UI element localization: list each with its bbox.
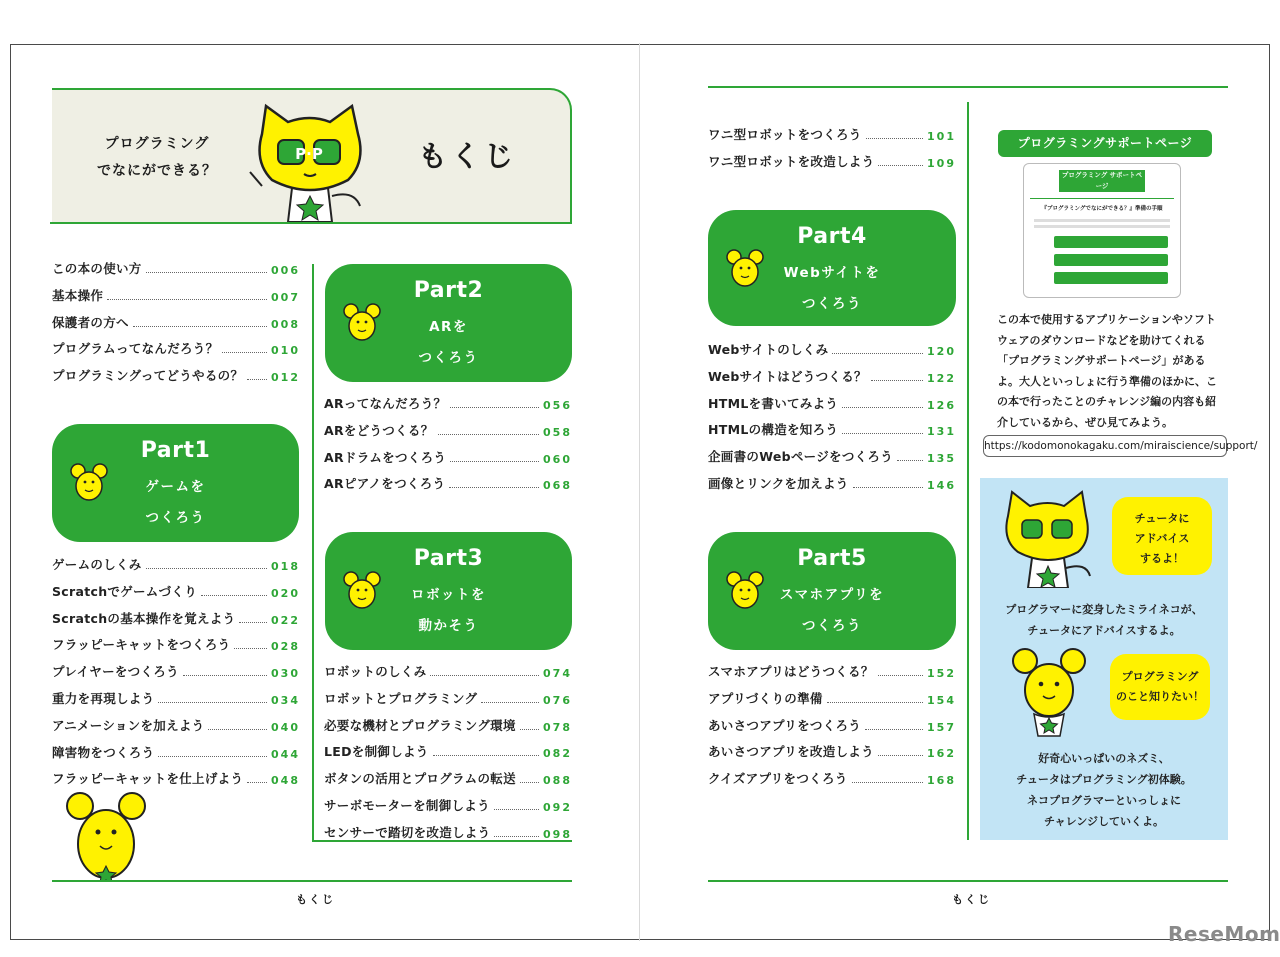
- toc-leader-dots: [866, 138, 923, 139]
- toc-entry-title: 必要な機材とプログラミング環境: [324, 717, 516, 733]
- support-page-tag[interactable]: プログラミングサポートページ: [998, 130, 1212, 157]
- toc-entry-page: 122: [927, 371, 956, 385]
- part-number: Part2: [413, 278, 484, 303]
- toc-entry-title: ARってなんだろう？: [324, 396, 447, 411]
- toc-entry-page: 048: [271, 774, 300, 788]
- toc-entry-title: ゲームのしくみ: [52, 557, 142, 572]
- toc-entry-page: 120: [927, 345, 956, 358]
- part-title-line1: ロボットを: [411, 587, 486, 603]
- toc-entry[interactable]: [324, 823, 572, 841]
- toc-entry[interactable]: [52, 743, 300, 761]
- toc-entry-page: 068: [543, 479, 572, 493]
- toc-leader-dots: [183, 675, 267, 676]
- toc-entry[interactable]: [708, 152, 956, 170]
- toc-entry[interactable]: [324, 716, 572, 734]
- toc-leader-dots: [234, 648, 267, 649]
- toc-leader-dots: [878, 675, 923, 676]
- toc-entry-page: 020: [271, 586, 300, 600]
- cat-speech-bubble: [1112, 497, 1212, 575]
- toc-entry-title: ARピアノをつくろう: [324, 476, 446, 492]
- toc-entry-title: サーボモーターを制御しよう: [324, 798, 490, 813]
- part3-box[interactable]: [325, 532, 572, 650]
- toc-leader-dots: [481, 702, 539, 703]
- part-title-line1: ゲームを: [145, 479, 206, 495]
- toc-leader-dots: [450, 461, 539, 462]
- cat-bubble-line3: するよ！: [1140, 552, 1184, 565]
- mouse-icon: [70, 462, 108, 506]
- toc-entry[interactable]: [324, 769, 572, 787]
- gutter-line: [639, 43, 640, 941]
- part4-box[interactable]: [708, 210, 956, 326]
- toc-entry-page: 034: [271, 694, 300, 707]
- thumb-heading: 『プログラミングでなにができる？』準備の手順: [1041, 206, 1163, 212]
- toc-entry[interactable]: [52, 259, 300, 277]
- toc-entry-title: ワニ型ロボットをつくろう: [708, 127, 862, 142]
- toc-leader-dots: [520, 782, 539, 783]
- toc-entry-title: 画像とリンクを加えよう: [708, 476, 849, 491]
- mouse-icon: [726, 248, 764, 292]
- toc-entry-page: 012: [271, 371, 300, 385]
- part1-box[interactable]: [52, 424, 299, 542]
- toc-entry-title: ボタンの活用とプログラムの転送: [324, 771, 516, 787]
- toc-leader-dots: [449, 487, 539, 488]
- part-title-line2: つくろう: [802, 296, 862, 312]
- cat-bubble-line2: アドバイス: [1134, 532, 1190, 545]
- thumb-title: プログラミング サポートページ: [1059, 170, 1145, 192]
- toc-leader-dots: [450, 407, 539, 408]
- toc-entry-title: HTMLを書いてみよう: [708, 395, 839, 411]
- toc-entry[interactable]: [52, 635, 300, 653]
- toc-entry-page: 146: [927, 479, 956, 492]
- toc-entry-title: プログラムってなんだろう？: [52, 341, 219, 357]
- toc-entry-page: 078: [543, 720, 572, 734]
- toc-leader-dots: [897, 460, 923, 461]
- footer-rule-right: [708, 880, 1228, 882]
- toc-entry[interactable]: [52, 582, 300, 600]
- toc-entry-page: 154: [927, 693, 956, 707]
- toc-leader-dots: [158, 756, 267, 757]
- cat-caption-line1: プログラマーに変身したミライネコが、: [1005, 603, 1203, 616]
- toc-entry[interactable]: [52, 716, 300, 734]
- mouse-caption-line4: チャレンジしていくよ。: [1043, 815, 1165, 828]
- toc-entry[interactable]: [708, 125, 956, 143]
- toc-leader-dots: [878, 165, 923, 166]
- toc-leader-dots: [433, 755, 539, 756]
- toc-leader-dots: [158, 702, 267, 703]
- toc-leader-dots: [146, 272, 267, 273]
- toc-entry[interactable]: [52, 286, 300, 304]
- toc-entry-title: プレイヤーをつくろう: [52, 664, 179, 680]
- mouse-icon: [343, 570, 381, 614]
- toc-entry-page: 088: [543, 774, 572, 788]
- toc-entry-page: 056: [543, 399, 572, 412]
- header-subtitle-line1: プログラミング: [104, 136, 210, 152]
- toc-entry-page: 152: [927, 667, 956, 680]
- toc-entry-page: 060: [543, 452, 572, 466]
- toc-entry[interactable]: [52, 366, 300, 384]
- support-page-thumbnail[interactable]: [1023, 163, 1181, 298]
- mouse-character-icon: [66, 792, 146, 880]
- toc-entry-title: プログラミングってどうやるの？: [52, 368, 244, 384]
- toc-leader-dots: [201, 595, 267, 596]
- toc-entry-title: 重力を再現しよう: [52, 691, 155, 706]
- toc-entry-page: 030: [271, 667, 300, 681]
- toc-entry-title: あいさつアプリをつくろう: [708, 717, 862, 733]
- toc-entry[interactable]: [52, 339, 300, 357]
- toc-entry[interactable]: [52, 313, 300, 331]
- toc-entry-title: Webサイトのしくみ: [708, 342, 829, 357]
- part-title-line1: Webサイトを: [783, 265, 881, 281]
- part-number: Part3: [413, 546, 484, 571]
- support-url-link[interactable]: https://kodomonokagaku.com/miraiscience/support/: [983, 435, 1227, 457]
- part-number: Part4: [797, 224, 867, 249]
- toc-entry-page: 028: [271, 640, 300, 654]
- toc-leader-dots: [832, 353, 923, 354]
- toc-leader-dots: [146, 568, 267, 569]
- toc-leader-dots: [871, 380, 923, 381]
- toc-entry[interactable]: [324, 421, 572, 439]
- toc-entry[interactable]: [708, 716, 956, 734]
- toc-leader-dots: [107, 299, 267, 300]
- cat-badge: P·P: [295, 145, 323, 163]
- resemom-watermark-logo: ReseMom: [1168, 922, 1280, 946]
- part-title-line2: つくろう: [145, 510, 206, 526]
- mouse-caption-line3: ネコプログラマーといっしょに: [1027, 794, 1181, 807]
- toc-leader-dots: [842, 433, 923, 434]
- toc-entry-title: この本の使い方: [52, 261, 142, 276]
- toc-entry[interactable]: [324, 662, 572, 680]
- toc-entry[interactable]: [52, 662, 300, 680]
- mouse-character-icon: [1012, 648, 1086, 738]
- toc-entry-title: ロボットのしくみ: [324, 664, 427, 679]
- toc-entry-title: あいさつアプリを改造しよう: [708, 744, 874, 760]
- toc-leader-dots: [438, 434, 540, 435]
- toc-entry[interactable]: [324, 742, 572, 760]
- toc-entry-page: 098: [543, 827, 572, 841]
- toc-leader-dots: [853, 487, 923, 488]
- toc-entry-page: 074: [543, 667, 572, 680]
- part-title-line1: ARを: [429, 319, 468, 335]
- mouse-icon: [726, 570, 764, 614]
- toc-entry-page: 162: [927, 747, 956, 761]
- toc-entry-title: クイズアプリをつくろう: [708, 771, 848, 787]
- mouse-caption: [984, 748, 1224, 832]
- toc-entry[interactable]: [324, 689, 572, 707]
- toc-entry-title: 企画書のWebページをつくろう: [708, 449, 894, 465]
- toc-entry-title: フラッピーキャットをつくろう: [52, 637, 231, 653]
- header-subtitle: [92, 131, 222, 185]
- toc-entry-page: 044: [271, 747, 300, 761]
- toc-entry-page: 008: [271, 317, 300, 331]
- toc-entry-page: 135: [927, 452, 956, 466]
- toc-entry-page: 018: [271, 560, 300, 573]
- toc-entry-page: 157: [927, 720, 956, 734]
- toc-leader-dots: [520, 729, 539, 730]
- toc-entry-title: ワニ型ロボットを改造しよう: [708, 153, 875, 169]
- footer-label-right: もくじ: [952, 893, 991, 906]
- toc-entry[interactable]: [708, 689, 956, 707]
- toc-entry[interactable]: [708, 769, 956, 787]
- toc-entry-page: 007: [271, 290, 300, 304]
- toc-entry[interactable]: [324, 448, 572, 466]
- toc-leader-dots: [247, 379, 267, 380]
- footer-label-left: もくじ: [296, 893, 335, 906]
- toc-leader-dots: [842, 407, 923, 408]
- toc-entry-title: HTMLの構造を知ろう: [708, 422, 839, 438]
- toc-leader-dots: [827, 702, 923, 703]
- toc-entry-page: 040: [271, 720, 300, 734]
- toc-entry[interactable]: [708, 394, 956, 412]
- toc-entry-title: Scratchでゲームづくり: [52, 583, 197, 599]
- cat-character-icon: [1000, 488, 1096, 588]
- toc-leader-dots: [852, 782, 923, 783]
- toc-leader-dots: [239, 622, 267, 623]
- toc-entry[interactable]: [708, 447, 956, 465]
- toc-leader-dots: [208, 729, 267, 730]
- mouse-speech-bubble: [1110, 654, 1210, 720]
- toc-entry-page: 022: [271, 613, 300, 627]
- toc-entry[interactable]: [52, 555, 300, 573]
- toc-entry[interactable]: [708, 420, 956, 438]
- toc-leader-dots: [430, 675, 539, 676]
- part2-box[interactable]: [325, 264, 572, 382]
- cat-bubble-line1: チュータに: [1134, 512, 1190, 525]
- part-number: Part5: [797, 546, 867, 571]
- toc-entry-title: センサーで踏切を改造しよう: [324, 824, 491, 840]
- toc-entry-title: 基本操作: [52, 287, 104, 303]
- header-subtitle-line2: でなにができる？: [97, 163, 217, 179]
- support-description: この本で使用するアプリケーションやソフトウェアのダウンロードなどを助けてくれる「プログラミングサポートページ」があるよ。大人といっしょに行う準備のほかに、この本で行ったことのチャレンジ編の内容も紹介しているから、ぜひ見てみよう。: [997, 313, 1217, 429]
- toc-entry[interactable]: [324, 394, 572, 412]
- toc-leader-dots: [878, 755, 923, 756]
- toc-entry-page: 101: [927, 130, 956, 143]
- mouse-bubble-line1: プログラミング: [1121, 670, 1199, 683]
- toc-entry[interactable]: [708, 742, 956, 760]
- toc-entry-title: ロボットとプログラミング: [324, 690, 478, 706]
- page-title: もくじ: [418, 139, 518, 173]
- column-divider-right: [967, 102, 969, 840]
- toc-entry-title: アプリづくりの準備: [708, 690, 823, 706]
- toc-entry-page: 006: [271, 264, 300, 277]
- toc-entry[interactable]: [708, 367, 956, 385]
- mouse-caption-line2: チュータはプログラミング初体験。: [1016, 773, 1192, 786]
- toc-entry[interactable]: [708, 340, 956, 358]
- toc-entry-page: 126: [927, 398, 956, 412]
- toc-entry-page: 109: [927, 156, 956, 170]
- toc-leader-dots: [494, 809, 539, 810]
- part-title-line1: スマホアプリを: [779, 587, 885, 603]
- toc-leader-dots: [247, 782, 267, 783]
- toc-entry[interactable]: [52, 769, 300, 787]
- cat-character-icon: [248, 100, 372, 222]
- toc-entry-page: 092: [543, 801, 572, 814]
- toc-leader-dots: [865, 729, 923, 730]
- toc-entry-title: 障害物をつくろう: [52, 744, 155, 760]
- part-title-line2: つくろう: [802, 618, 862, 634]
- toc-entry[interactable]: [52, 609, 300, 627]
- toc-entry[interactable]: [708, 474, 956, 492]
- toc-entry[interactable]: [324, 796, 572, 814]
- cat-caption: [984, 599, 1224, 641]
- toc-entry-page: 076: [543, 693, 572, 707]
- part5-box[interactable]: [708, 532, 956, 650]
- mouse-bubble-line2: のこと知りたい！: [1116, 690, 1204, 703]
- toc-entry-page: 131: [927, 425, 956, 439]
- toc-entry-title: Webサイトはどうつくる？: [708, 368, 867, 384]
- toc-entry-title: LEDを制御しよう: [324, 744, 429, 760]
- toc-entry-page: 010: [271, 344, 300, 358]
- top-rule: [708, 86, 1228, 88]
- toc-entry-title: アニメーションを加えよう: [52, 717, 205, 733]
- mouse-caption-line1: 好奇心いっぱいのネズミ、: [1038, 752, 1170, 765]
- toc-entry-page: 082: [543, 747, 572, 761]
- column-divider: [312, 264, 314, 842]
- footer-rule: [52, 880, 572, 882]
- part-number: Part1: [140, 438, 211, 463]
- toc-entry-page: 058: [543, 425, 572, 439]
- toc-leader-dots: [133, 326, 267, 327]
- toc-entry[interactable]: [324, 474, 572, 492]
- toc-entry-title: Scratchの基本操作を覚えよう: [52, 610, 236, 626]
- toc-entry[interactable]: [52, 689, 300, 707]
- toc-leader-dots: [494, 836, 539, 837]
- cat-caption-line2: チュータにアドバイスするよ。: [1027, 624, 1181, 637]
- part-title-line2: 動かそう: [418, 618, 479, 634]
- toc-entry-title: 保護者の方へ: [52, 314, 129, 330]
- toc-entry-title: ARをどうつくる？: [324, 422, 434, 438]
- toc-leader-dots: [222, 352, 267, 353]
- mouse-icon: [343, 302, 381, 346]
- toc-entry-title: スマホアプリはどうつくる？: [708, 664, 874, 679]
- part-title-line2: つくろう: [418, 350, 479, 366]
- toc-entry-page: 168: [927, 774, 956, 788]
- toc-entry[interactable]: [708, 662, 956, 680]
- toc-entry-title: フラッピーキャットを仕上げよう: [52, 771, 244, 787]
- toc-entry-title: ARドラムをつくろう: [324, 449, 447, 465]
